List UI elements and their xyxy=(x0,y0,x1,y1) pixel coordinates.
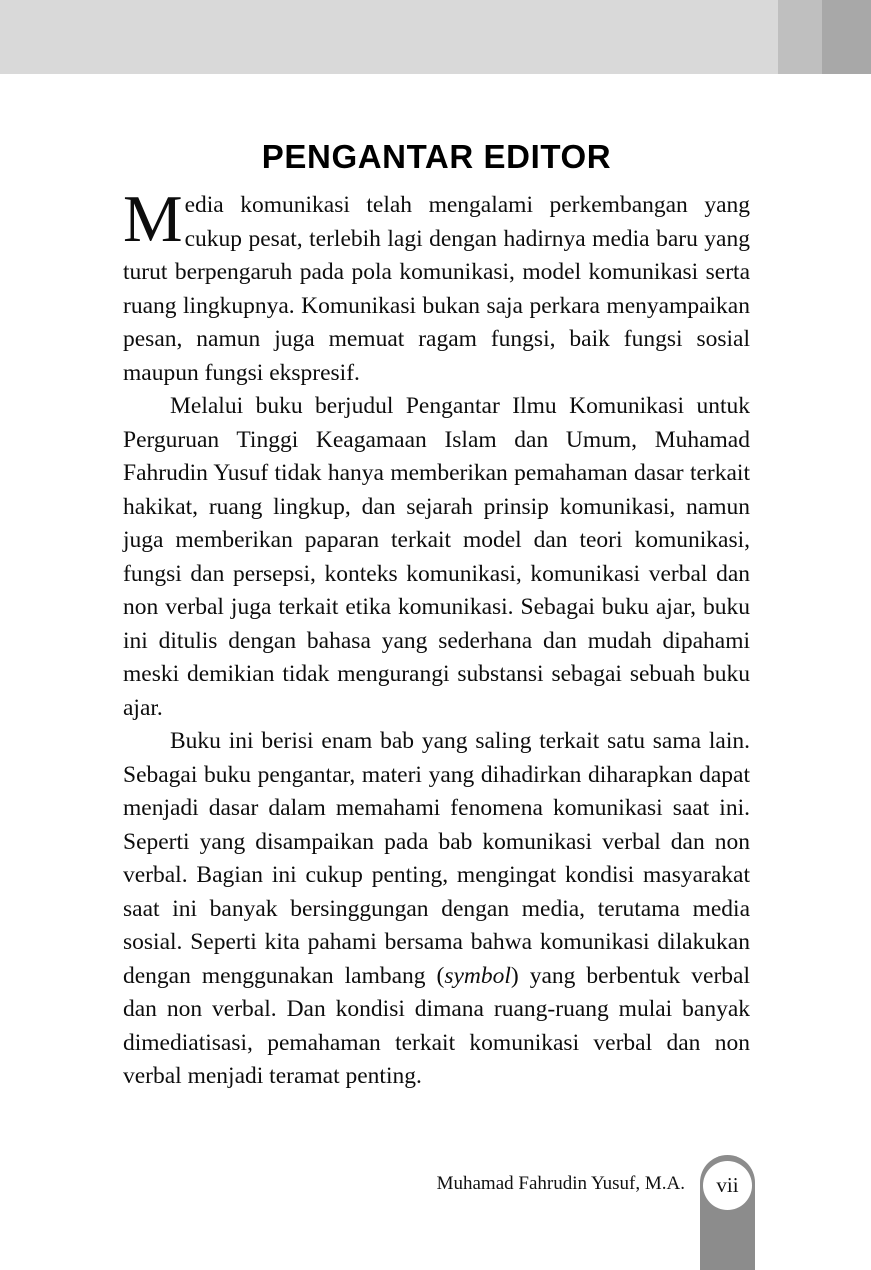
header-band-light xyxy=(0,0,778,74)
paragraph-1: Media komunikasi telah mengalami perkembangan yang cukup pesat, terlebih lagi dengan hadirnya media baru yang turut berpengaruh pada pola komunikasi, model komunikasi serta ruang lingkupnya. Komunikasi bukan saja perkara menyampaikan pesan, namun juga memuat ragam fungsi, baik fungsi sosial maupun fungsi ekspresif. xyxy=(123,182,750,386)
header-band-dark xyxy=(822,0,871,74)
header-band-mid xyxy=(778,0,822,74)
page-title: PENGANTAR EDITOR xyxy=(261,138,612,176)
paragraph-3-text-before-italic: Buku ini berisi enam bab yang saling terkait satu sama lain. Sebagai buku pengantar, materi yang dihadirkan diharapkan dapat menjadi dasar dalam memahami fenomena komunikasi saat ini. Seperti yang disampaikan pada bab komunikasi verbal dan non verbal. Bagian ini cukup penting, mengingat kondisi masyarakat saat ini banyak bersinggungan dengan media, terutama media sosial. Seperti kita pahami bersama bahwa komunikasi dilakukan dengan menggunakan lambang ( xyxy=(123,728,750,989)
paragraph-3-text-after-italic: ) yang berbentuk verbal dan non verbal. Dan kondisi dimana ruang-ruang mulai banyak dimediatisasi, pemahaman terkait komunikasi verbal dan non verbal menjadi teramat penting. xyxy=(123,962,750,1089)
paragraph-2: Melalui buku berjudul Pengantar Ilmu Komunikasi untuk Perguruan Tinggi Keagamaan Islam dan Umum, Muhamad Fahrudin Yusuf tidak hanya memberikan pemahaman dasar terkait hakikat, ruang lingkup, dan sejarah prinsip komunikasi, namun juga memberikan paparan terkait model dan teori komunikasi, fungsi dan persepsi, konteks komunikasi, komunikasi verbal dan non verbal juga terkait etika komunikasi. Sebagai buku ajar, buku ini ditulis dengan bahasa yang sederhana dan mudah dipahami meski demikian tidak mengurangi substansi sebagai sebuah buku ajar. xyxy=(123,393,750,721)
header-decorative-bar xyxy=(0,0,871,74)
page-body xyxy=(0,74,871,1270)
footer-author-name: Muhamad Fahrudin Yusuf, M.A. xyxy=(436,1173,685,1194)
page-number: vii xyxy=(703,1161,752,1210)
page-footer xyxy=(0,1150,871,1270)
body-text-column xyxy=(123,182,750,1094)
paragraph-3-italic-term: symbol xyxy=(444,962,511,989)
paragraph-3 xyxy=(123,725,750,1094)
